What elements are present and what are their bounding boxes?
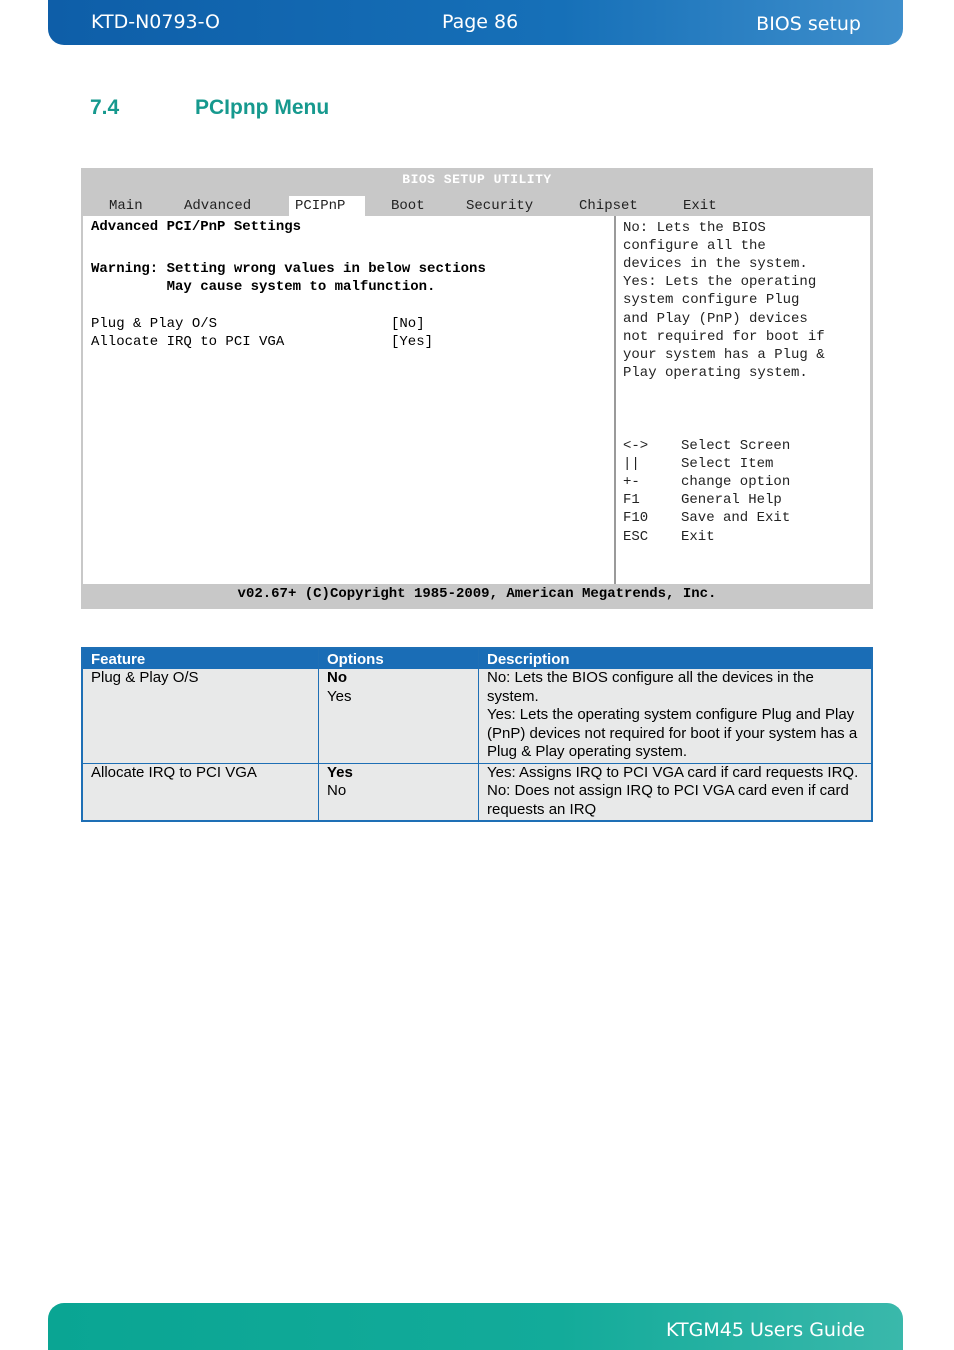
header-section: BIOS setup bbox=[756, 13, 861, 35]
default-option: Yes bbox=[327, 763, 353, 781]
options-cell bbox=[319, 763, 479, 821]
key-action: Exit bbox=[681, 529, 715, 545]
help-line: No: Lets the BIOS bbox=[623, 220, 766, 236]
panel-title: Advanced PCI/PnP Settings bbox=[91, 219, 302, 235]
help-line: Play operating system. bbox=[623, 365, 808, 381]
table-row bbox=[82, 669, 872, 763]
key-action: Select Item bbox=[681, 456, 774, 472]
column-header-description: Description bbox=[479, 648, 873, 669]
bios-screenshot bbox=[81, 168, 873, 609]
key-name: ESC bbox=[623, 529, 649, 545]
key-action: Select Screen bbox=[681, 438, 791, 454]
other-option: Yes bbox=[327, 687, 352, 705]
section-title: PCIpnp Menu bbox=[195, 96, 330, 119]
warning-line-1: Warning: Setting wrong values in below sections bbox=[91, 261, 486, 277]
key-action: General Help bbox=[681, 492, 782, 508]
description-text: Yes: Assigns IRQ to PCI VGA card if card requests IRQ. bbox=[487, 763, 859, 781]
page-header bbox=[48, 0, 903, 45]
key-name: F1 bbox=[623, 492, 640, 508]
key-name: F10 bbox=[623, 510, 649, 526]
feature-cell bbox=[82, 763, 319, 821]
bios-title: BIOS SETUP UTILITY bbox=[402, 172, 552, 187]
feature-cell bbox=[82, 669, 319, 763]
key-name: || bbox=[623, 456, 640, 472]
other-option: No bbox=[327, 782, 347, 799]
table-row bbox=[82, 763, 872, 821]
feature-table bbox=[81, 647, 873, 822]
setting-label-irq-vga[interactable]: Allocate IRQ to PCI VGA bbox=[91, 334, 285, 350]
column-header-options: Options bbox=[319, 648, 479, 669]
description-cell bbox=[479, 763, 873, 821]
tab-advanced[interactable]: Advanced bbox=[184, 198, 252, 214]
page-number: Page 86 bbox=[442, 11, 519, 33]
setting-value-pnp-os[interactable]: [No] bbox=[391, 316, 425, 332]
description-text: No: Lets the BIOS configure all the devices in the system. bbox=[487, 669, 814, 705]
help-line: configure all the bbox=[623, 238, 766, 254]
help-line: Yes: Lets the operating bbox=[623, 274, 817, 290]
description-text: Yes: Lets the operating system configure Plug and Play (PnP) devices not required for boot if your system has a Plug & Play operating system. bbox=[487, 706, 858, 760]
help-line: devices in the system. bbox=[623, 256, 808, 272]
feature-name: Plug & Play O/S bbox=[91, 669, 199, 686]
warning-line-2: May cause system to malfunction. bbox=[91, 279, 436, 295]
help-line: not required for boot if bbox=[623, 329, 825, 345]
help-line: and Play (PnP) devices bbox=[623, 311, 808, 327]
tab-chipset[interactable]: Chipset bbox=[579, 198, 638, 214]
tab-security[interactable]: Security bbox=[466, 198, 534, 214]
column-header-feature: Feature bbox=[82, 648, 319, 669]
options-cell bbox=[319, 669, 479, 763]
setting-value-irq-vga[interactable]: [Yes] bbox=[391, 334, 434, 350]
bios-settings-panel bbox=[83, 216, 616, 584]
feature-name: Allocate IRQ to PCI VGA bbox=[91, 763, 257, 781]
section-number: 7.4 bbox=[90, 96, 120, 119]
page-footer bbox=[48, 1303, 903, 1350]
document-id: KTD-N0793-O bbox=[91, 11, 220, 33]
tab-boot[interactable]: Boot bbox=[391, 198, 425, 214]
setting-label-pnp-os[interactable]: Plug & Play O/S bbox=[91, 316, 218, 332]
bios-copyright: v02.67+ (C)Copyright 1985-2009, American Megatrends, Inc. bbox=[237, 586, 717, 602]
guide-title: KTGM45 Users Guide bbox=[666, 1319, 865, 1341]
tab-exit[interactable]: Exit bbox=[683, 198, 717, 214]
help-line: your system has a Plug & bbox=[623, 347, 825, 363]
help-line: system configure Plug bbox=[623, 292, 800, 308]
key-name: +- bbox=[623, 474, 640, 490]
tab-pcipnp[interactable]: PCIPnP bbox=[289, 196, 365, 216]
description-cell bbox=[479, 669, 873, 763]
description-text: No: Does not assign IRQ to PCI VGA card even if card requests an IRQ bbox=[487, 782, 849, 818]
key-action: Save and Exit bbox=[681, 510, 791, 526]
default-option: No bbox=[327, 669, 347, 686]
key-name: <-> bbox=[623, 438, 649, 454]
bios-help-panel bbox=[616, 216, 870, 584]
tab-main[interactable]: Main bbox=[109, 198, 143, 214]
key-action: change option bbox=[681, 474, 791, 490]
table-header-row bbox=[82, 648, 872, 669]
